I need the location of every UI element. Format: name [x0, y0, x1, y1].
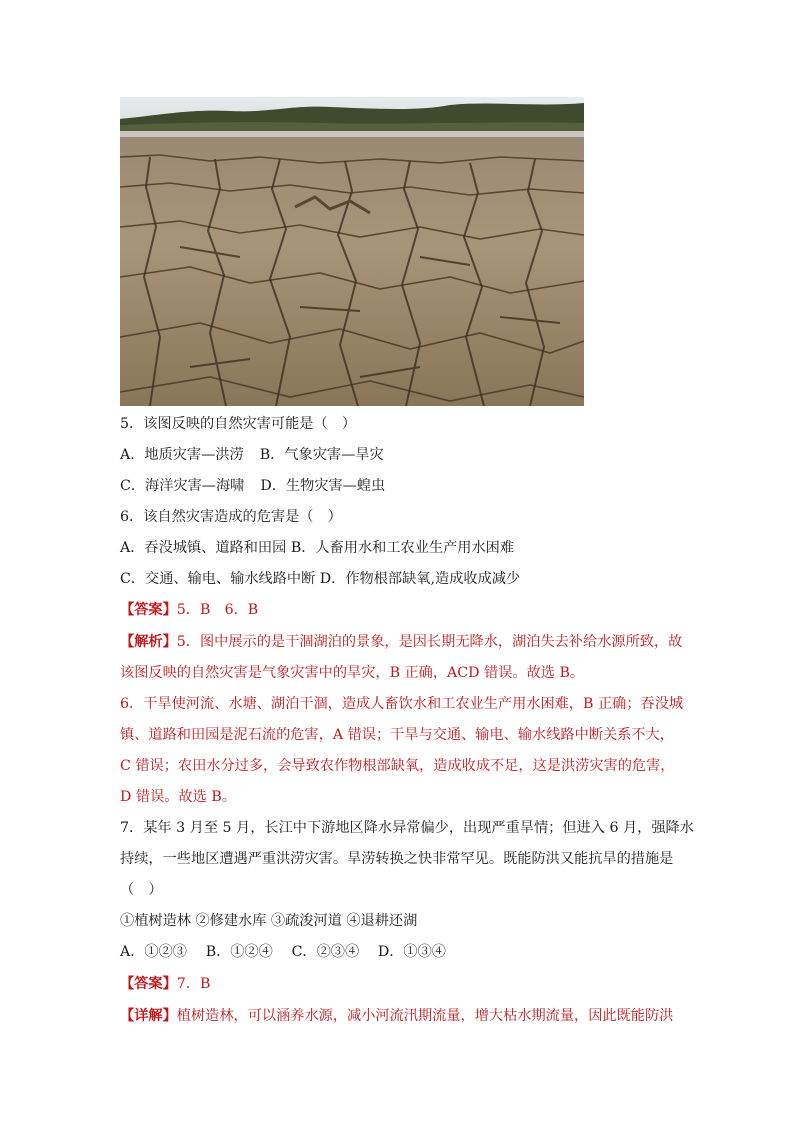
analysis-line-3: 6．干旱使河流、水塘、湖泊干涸，造成人畜饮水和工农业生产用水困难，B 正确；吞没城	[120, 696, 684, 712]
answer-text: 7．B	[176, 976, 211, 992]
drought-cracked-lakebed-photo	[120, 97, 584, 406]
question-7-items: ①植树造林 ②修建水库 ③疏浚河道 ④退耕还湖	[120, 913, 418, 929]
answer-tag: 【答案】	[120, 602, 177, 618]
question-6-options-cd: C．交通、输电、输水线路中断 D．作物根部缺氧,造成收成减少	[120, 571, 521, 587]
detail-tag: 【详解】	[120, 1008, 177, 1024]
answer-5-6	[120, 600, 258, 620]
analysis-line-1: 【解析】5．图中展示的是干涸湖泊的景象，是因长期无降水，湖泊失去补给水源所致，故	[120, 634, 683, 650]
question-5-options-cd	[120, 476, 385, 496]
question-5-stem: 5．该图反映的自然灾害可能是（ ）	[120, 416, 357, 432]
question-5-options-ab	[120, 445, 384, 465]
question-7-options: A．①②③ B．①②④ C．②③④ D．①③④	[120, 944, 446, 960]
question-7-line-3: （ ）	[120, 882, 163, 898]
answer-tag: 【答案】	[120, 976, 177, 992]
answer-7	[120, 974, 210, 994]
detail-explanation: 【详解】植树造林，可以涵养水源，减小河流汛期流量，增大枯水期流量，因此既能防洪	[120, 1008, 674, 1024]
analysis-line-5: C 错误；农田水分过多，会导致农作物根部缺氧，造成收成不足，这是洪涝灾害的危害，	[120, 758, 675, 774]
option-c: C．海洋灾害—海啸	[120, 478, 245, 494]
answer-text: 5．B 6．B	[176, 602, 259, 618]
analysis-tag: 【解析】	[120, 634, 177, 650]
option-d: D．生物灾害—蝗虫	[260, 478, 386, 494]
question-6-options-ab: A．吞没城镇、道路和田园 B．人畜用水和工农业生产用水困难	[120, 540, 515, 556]
question-7-line-2: 持续，一些地区遭遇严重洪涝灾害。旱涝转换之快非常罕见。既能防洪又能抗旱的措施是	[120, 851, 674, 867]
option-b: B．气象灾害—旱灾	[259, 447, 384, 463]
question-6-stem: 6．该自然灾害造成的危害是（ ）	[120, 509, 342, 525]
question-7-line-1: 7．某年 3 月至 5 月，长江中下游地区降水异常偏少，出现严重旱情；但进入 6 月，强降水	[120, 820, 694, 836]
analysis-line-6: D 错误。故选 B。	[120, 789, 236, 805]
analysis-line-2: 该图反映的自然灾害是气象灾害中的旱灾，B 正确，ACD 错误。故选 B。	[120, 665, 585, 681]
analysis-line-4: 镇、道路和田园是泥石流的危害，A 错误；干旱与交通、输电、输水线路中断关系不大，	[120, 727, 674, 743]
option-a: A．地质灾害—洪涝	[120, 447, 244, 463]
